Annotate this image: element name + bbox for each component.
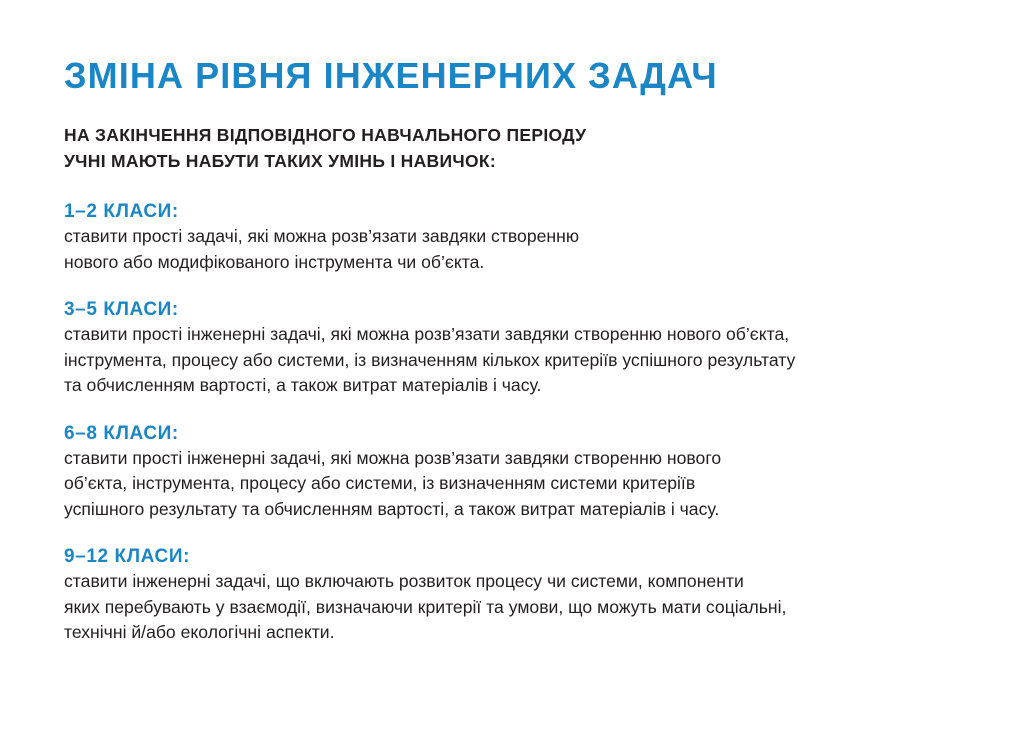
section-heading: 6–8 КЛАСИ:	[64, 422, 179, 444]
page-title: ЗМІНА РІВНЯ ІНЖЕНЕРНИХ ЗАДАЧ	[64, 55, 718, 96]
section-line: ставити інженерні задачі, що включають розвиток процесу чи системи, компоненти	[64, 571, 744, 591]
section-line: об’єкта, інструмента, процесу або системи, із визначенням системи критеріїв	[64, 473, 696, 493]
section-body	[64, 446, 1004, 523]
subtitle	[64, 122, 1004, 174]
section-line: інструмента, процесу або системи, із визначенням кількох критеріїв успішного результату	[64, 349, 796, 370]
section-heading: 1–2 КЛАСИ:	[64, 201, 179, 222]
section-line: яких перебувають у взаємодії, визначаючи критерії та умови, що можуть мати соціальні,	[64, 596, 787, 617]
section-line: успішного результату та обчисленням вартості, а також витрат матеріалів і часу.	[64, 498, 720, 519]
section-line: технічні й/або екологічні аспекти.	[64, 622, 335, 642]
section-heading: 3–5 КЛАСИ:	[64, 299, 179, 320]
section-line: ставити прості інженерні задачі, які можна розв’язати завдяки створенню нового об’єкта,	[64, 324, 790, 344]
subtitle-line: НА ЗАКІНЧЕННЯ ВІДПОВІДНОГО НАВЧАЛЬНОГО ПЕРІОДУ	[64, 125, 587, 145]
section-line: нового або модифікованого інструмента чи об’єкта.	[64, 251, 485, 272]
subtitle-line: УЧНІ МАЮТЬ НАБУТИ ТАКИХ УМІНЬ І НАВИЧОК:	[64, 151, 496, 171]
section-heading: 9–12 КЛАСИ:	[64, 546, 191, 567]
document-page	[64, 54, 1004, 646]
section-grades-6-8	[64, 421, 1004, 523]
section-line: та обчисленням вартості, а також витрат матеріалів і часу.	[64, 375, 542, 395]
section-grades-1-2	[64, 199, 1004, 275]
section-line: ставити прості інженерні задачі, які можна розв’язати завдяки створенню нового	[64, 447, 722, 468]
section-body	[64, 569, 1004, 646]
section-body	[64, 322, 1004, 399]
section-line: ставити прості задачі, які можна розв’язати завдяки створенню	[64, 226, 580, 246]
section-body	[64, 224, 1004, 275]
section-grades-9-12	[64, 544, 1004, 646]
section-grades-3-5	[64, 297, 1004, 399]
